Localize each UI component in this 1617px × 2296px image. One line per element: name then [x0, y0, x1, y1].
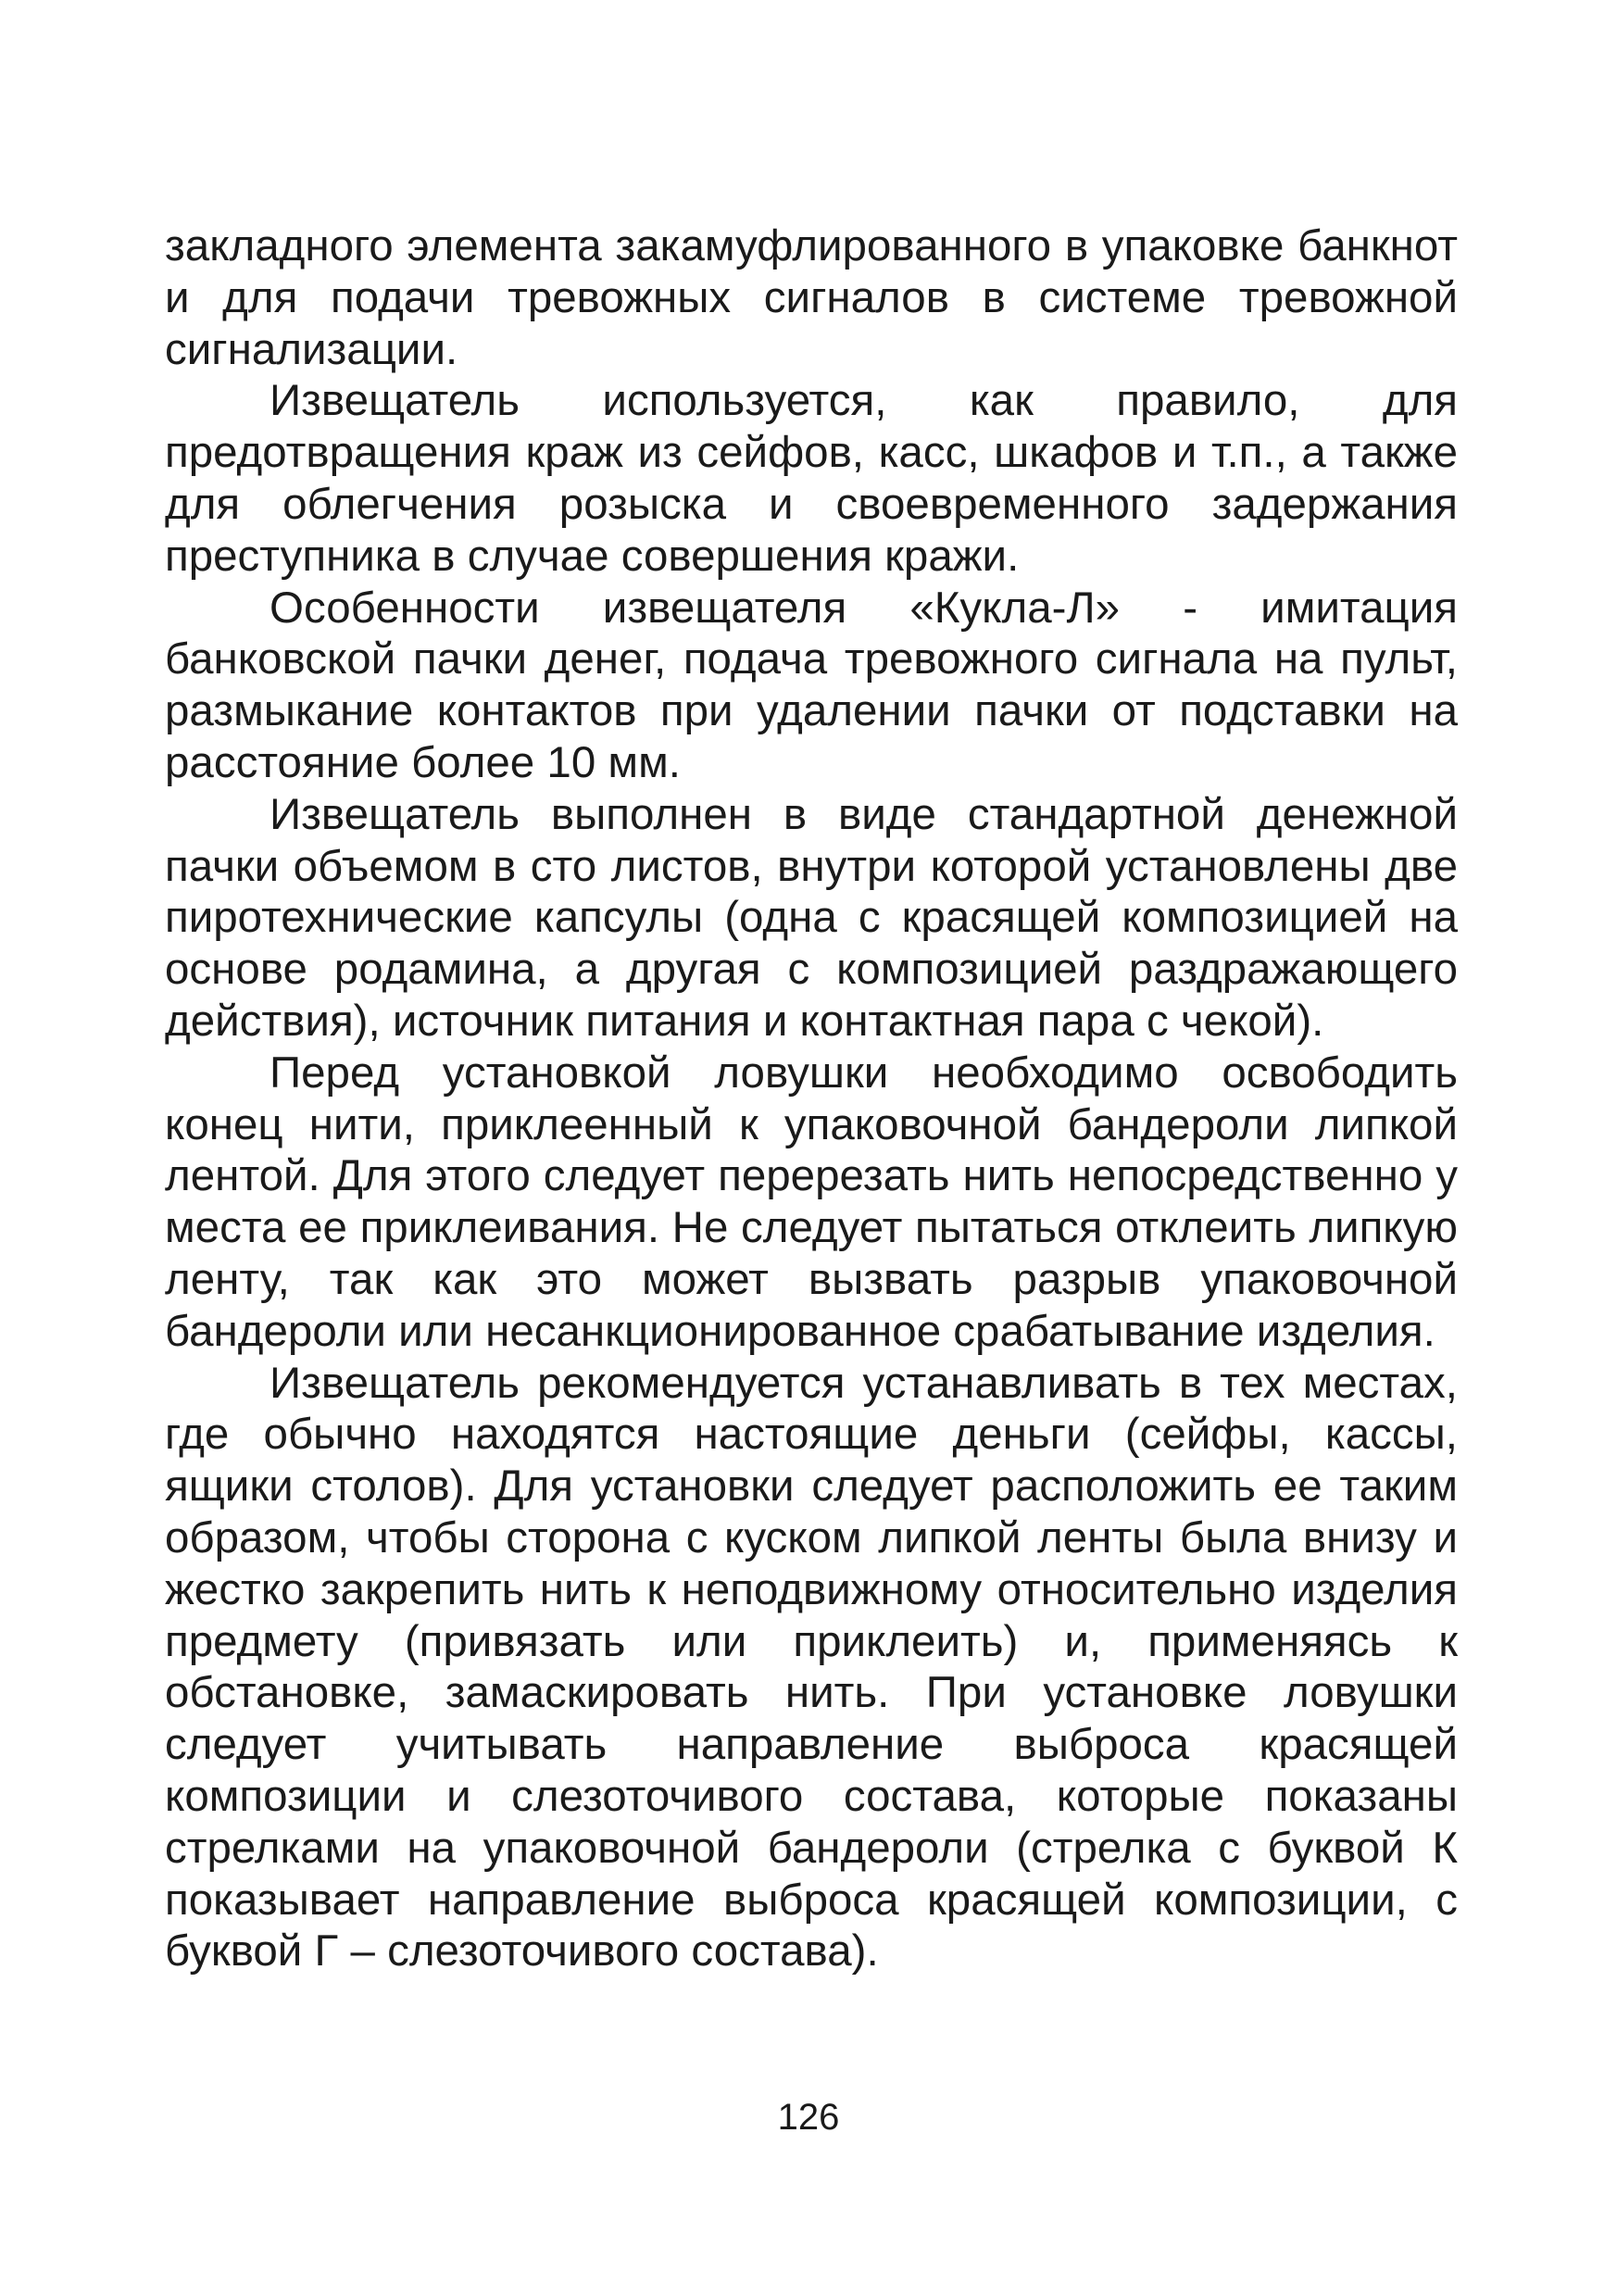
page-number: 126: [777, 2097, 840, 2138]
paragraph: Извещатель используется, как правило, для предотвращения краж из сейфов, касс, шкафов и т.п., а также для облегчения розыска и своевременного задержания преступника в случае совершения кражи.: [165, 376, 1458, 581]
paragraph: Извещатель рекомендуется устанавливать в тех местах, где обычно находятся настоящие деньги (сейфы, кассы, ящики столов). Для установки следует расположить ее таким образом, чтобы сторона с куском липкой ленты была внизу и жестко закрепить нить к неподвижному относительно изделия предмету (привязать или приклеить) и, применяясь к обстановке, замаскировать нить. При установке ловушки следует учитывать направление выброса красящей композиции и слезоточивого состава, которые показаны стрелками на упаковочной бандероли (стрелка с буквой К показывает направление выброса красящей композиции, с буквой Г – слезоточивого состава).: [165, 1358, 1458, 1976]
paragraph: Особенности извещателя «Кукла-Л» - имитация банковской пачки денег, подача тревожного сигнала на пульт, размыкание контактов при удалении пачки от подставки на расстояние более 10 мм.: [165, 583, 1458, 787]
body-text: [165, 220, 1458, 1977]
paragraph: Извещатель выполнен в виде стандартной денежной пачки объемом в сто листов, внутри которой установлены две пиротехнические капсулы (одна с красящей композицией на основе родамина, а другая с композицией раздражающего действия), источник питания и контактная пара с чекой).: [165, 789, 1458, 1046]
paragraph-continuation: закладного элемента закамуфлированного в упаковке банкнот и для подачи тревожных сигналов в системе тревожной сигнализации.: [165, 221, 1458, 374]
paragraph: Перед установкой ловушки необходимо освободить конец нити, приклеенный к упаковочной бандероли липкой лентой. Для этого следует перерезать нить непосредственно у места ее приклеивания. Не следует пытаться отклеить липкую ленту, так как это может вызвать разрыв упаковочной бандероли или несанкционированное срабатывание изделия.: [165, 1048, 1458, 1356]
